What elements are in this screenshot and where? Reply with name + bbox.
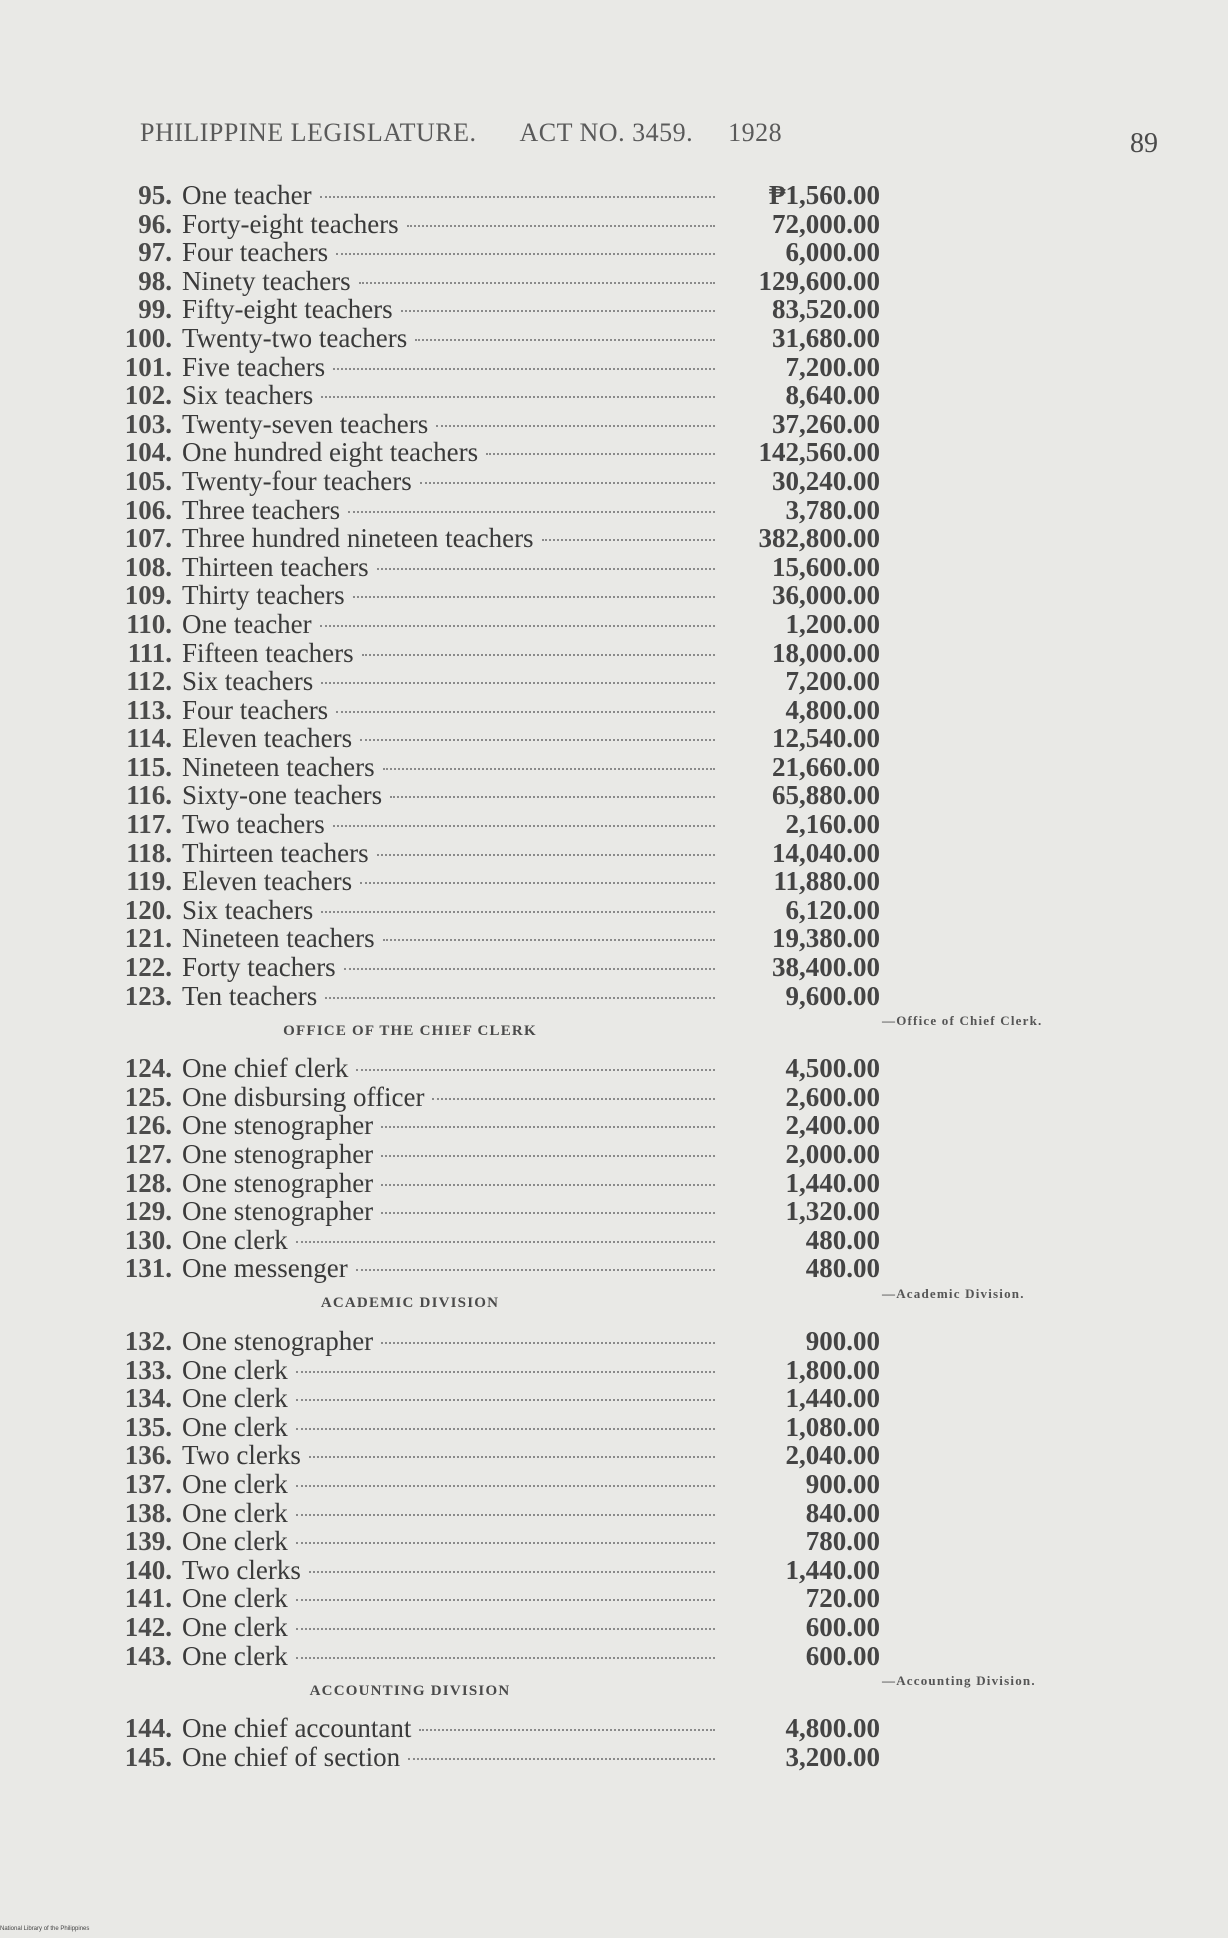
- item-amount: 480.00: [805, 1224, 880, 1255]
- item-number: 124.: [124, 1053, 172, 1084]
- list-item: [100, 723, 880, 752]
- list-item: [100, 1225, 880, 1254]
- item-description: Forty-eight teachers: [182, 208, 399, 239]
- item-number: 136.: [124, 1440, 172, 1471]
- item-number: 132.: [124, 1325, 172, 1356]
- item-description: Thirteen teachers: [182, 551, 369, 582]
- item-number: 130.: [124, 1224, 172, 1255]
- dot-leader: [296, 1485, 715, 1487]
- item-amount: 8,640.00: [785, 380, 880, 411]
- accounting-division-section-heading: [100, 1669, 1036, 1713]
- dot-leader: [309, 1456, 715, 1458]
- item-number: 126.: [124, 1110, 172, 1141]
- item-number: 113.: [126, 694, 172, 725]
- item-number: 116.: [126, 780, 172, 811]
- item-description: Two teachers: [182, 809, 325, 840]
- item-description: Twenty-four teachers: [182, 465, 412, 496]
- item-amount: 83,520.00: [772, 294, 880, 325]
- running-header: [140, 118, 1100, 148]
- list-item: [100, 523, 880, 552]
- item-description: One teacher: [182, 180, 312, 210]
- dot-leader: [336, 711, 715, 713]
- item-description: Three hundred nineteen teachers: [182, 523, 534, 554]
- item-number: 121.: [124, 923, 172, 954]
- item-amount: 1,200.00: [785, 608, 880, 639]
- item-amount: 3,200.00: [785, 1741, 880, 1772]
- item-number: 144.: [124, 1713, 172, 1744]
- item-description: One clerk: [182, 1497, 288, 1528]
- list-item: [100, 552, 880, 581]
- item-amount: 2,000.00: [785, 1139, 880, 1169]
- item-description: Two clerks: [182, 1554, 301, 1585]
- item-amount: 1,440.00: [785, 1167, 880, 1198]
- dot-leader: [383, 768, 715, 770]
- appropriation-list: [100, 180, 1043, 1772]
- item-number: 99.: [138, 294, 172, 325]
- list-item: [100, 1555, 880, 1584]
- dot-leader: [320, 196, 715, 198]
- item-description: Ten teachers: [182, 980, 318, 1011]
- item-description: Four teachers: [182, 694, 329, 725]
- dot-leader: [390, 796, 715, 798]
- item-description: Thirty teachers: [182, 580, 345, 611]
- list-item: [100, 1168, 880, 1197]
- dot-leader: [542, 539, 715, 541]
- item-description: One chief of section: [182, 1741, 401, 1772]
- item-description: One clerk: [182, 1526, 288, 1557]
- item-amount: 1,440.00: [785, 1554, 880, 1585]
- dot-leader: [336, 253, 715, 255]
- dot-leader: [383, 939, 715, 941]
- header-act-number: ACT NO. 3459.: [519, 118, 694, 147]
- list-item: [100, 352, 880, 381]
- list-item: [100, 809, 880, 838]
- list-item: [100, 1383, 880, 1412]
- item-number: 119.: [126, 866, 172, 897]
- item-amount: 900.00: [805, 1325, 880, 1356]
- list-item: [100, 1412, 880, 1441]
- academic-division-section-margin-note: —Academic Division.: [882, 1285, 1025, 1301]
- item-description: Nineteen teachers: [182, 923, 375, 954]
- item-description: Fifty-eight teachers: [182, 294, 393, 325]
- list-item: [100, 638, 880, 667]
- item-description: One clerk: [182, 1640, 288, 1671]
- item-amount: 14,040.00: [772, 837, 880, 868]
- item-number: 104.: [124, 437, 172, 468]
- list-item: [100, 1583, 880, 1612]
- item-description: Fifteen teachers: [182, 637, 354, 668]
- item-number: 117.: [126, 809, 172, 840]
- item-amount: 1,080.00: [785, 1411, 880, 1442]
- item-description: Twenty-seven teachers: [182, 408, 429, 439]
- item-description: Sixty-one teachers: [182, 780, 383, 811]
- item-number: 105.: [124, 465, 172, 496]
- dot-leader: [296, 1628, 715, 1630]
- dot-leader: [377, 854, 715, 856]
- dot-leader: [486, 453, 715, 455]
- item-number: 131.: [124, 1253, 172, 1284]
- item-amount: 2,400.00: [785, 1110, 880, 1141]
- dot-leader: [296, 1657, 715, 1659]
- item-description: Six teachers: [182, 666, 314, 697]
- list-item: [100, 1612, 880, 1641]
- item-description: One chief clerk: [182, 1053, 349, 1084]
- list-item: [100, 1326, 880, 1355]
- item-description: One clerk: [182, 1583, 288, 1614]
- item-amount: 38,400.00: [772, 952, 880, 983]
- item-number: 134.: [124, 1383, 172, 1414]
- item-description: Eleven teachers: [182, 866, 353, 897]
- accounting-division-section-title: ACCOUNTING DIVISION: [309, 1682, 511, 1699]
- dot-leader: [296, 1241, 715, 1243]
- item-description: Three teachers: [182, 494, 341, 525]
- item-number: 120.: [124, 894, 172, 925]
- item-amount: 30,240.00: [772, 465, 880, 496]
- dot-leader: [325, 997, 715, 999]
- list-item: [100, 180, 880, 209]
- item-number: 109.: [124, 580, 172, 611]
- item-amount: 4,800.00: [785, 1713, 880, 1744]
- item-number: 112.: [126, 666, 172, 697]
- item-description: One teacher: [182, 608, 312, 639]
- item-description: Four teachers: [182, 237, 329, 268]
- dot-leader: [321, 396, 715, 398]
- dot-leader: [348, 511, 715, 513]
- dot-leader: [407, 225, 715, 227]
- item-description: One clerk: [182, 1611, 288, 1642]
- item-description: Two clerks: [182, 1440, 301, 1471]
- list-item: [100, 952, 880, 981]
- item-number: 108.: [124, 551, 172, 582]
- item-amount: 382,800.00: [758, 523, 880, 554]
- item-amount: 1,440.00: [785, 1383, 880, 1414]
- accounting-division-section-margin-note: —Accounting Division.: [882, 1673, 1036, 1689]
- dot-leader: [309, 1571, 715, 1573]
- item-description: One clerk: [182, 1224, 288, 1255]
- dot-leader: [296, 1428, 715, 1430]
- item-number: 138.: [124, 1497, 172, 1528]
- dot-leader: [333, 825, 715, 827]
- dot-leader: [381, 1212, 715, 1214]
- list-item: [100, 1139, 880, 1168]
- item-number: 129.: [124, 1196, 172, 1227]
- item-amount: 6,000.00: [785, 237, 880, 268]
- dot-leader: [420, 482, 715, 484]
- list-item: [100, 1641, 880, 1670]
- item-amount: 7,200.00: [785, 666, 880, 697]
- dot-leader: [381, 1184, 715, 1186]
- item-amount: 142,560.00: [758, 437, 880, 468]
- item-amount: 21,660.00: [772, 751, 880, 782]
- item-number: 123.: [124, 980, 172, 1011]
- dot-leader: [362, 654, 715, 656]
- item-description: One chief accountant: [182, 1713, 412, 1744]
- item-number: 128.: [124, 1167, 172, 1198]
- item-amount: 4,500.00: [785, 1053, 880, 1084]
- item-amount: 36,000.00: [772, 580, 880, 611]
- item-number: 115.: [126, 751, 172, 782]
- item-number: 110.: [126, 608, 172, 639]
- item-number: 98.: [138, 265, 172, 296]
- item-description: Ninety teachers: [182, 265, 351, 296]
- item-number: 118.: [126, 837, 172, 868]
- item-number: 142.: [124, 1611, 172, 1642]
- item-description: One messenger: [182, 1253, 348, 1284]
- item-number: 111.: [127, 637, 172, 668]
- item-number: 95.: [138, 180, 172, 210]
- list-item: [100, 923, 880, 952]
- item-amount: 129,600.00: [758, 265, 880, 296]
- header-legislature: PHILIPPINE LEGISLATURE.: [140, 118, 477, 147]
- page-number: 89: [1130, 128, 1158, 159]
- dot-leader: [419, 1729, 715, 1731]
- item-amount: 2,600.00: [785, 1081, 880, 1112]
- chief-clerk-section-margin-note: —Office of Chief Clerk.: [882, 1013, 1043, 1029]
- dot-leader: [360, 882, 715, 884]
- item-number: 125.: [124, 1081, 172, 1112]
- list-item: [100, 294, 880, 323]
- item-amount: 4,800.00: [785, 694, 880, 725]
- item-amount: 2,160.00: [785, 809, 880, 840]
- list-item: [100, 695, 880, 724]
- list-item: [100, 1469, 880, 1498]
- list-item: [100, 866, 880, 895]
- list-item: [100, 1110, 880, 1139]
- list-item: [100, 838, 880, 867]
- item-description: Forty teachers: [182, 952, 336, 983]
- dot-leader: [296, 1514, 715, 1516]
- dot-leader: [408, 1758, 715, 1760]
- item-number: 114.: [126, 723, 172, 754]
- item-amount: 72,000.00: [772, 208, 880, 239]
- item-amount: 6,120.00: [785, 894, 880, 925]
- item-amount: 1,800.00: [785, 1354, 880, 1385]
- dot-leader: [353, 596, 715, 598]
- academic-division-section-heading: [100, 1282, 1025, 1326]
- item-amount: 19,380.00: [772, 923, 880, 954]
- list-item: [100, 1053, 880, 1082]
- list-item: [100, 209, 880, 238]
- list-item: [100, 1355, 880, 1384]
- list-item: [100, 437, 880, 466]
- dot-leader: [356, 1069, 715, 1071]
- dot-leader: [359, 282, 715, 284]
- item-description: Six teachers: [182, 894, 314, 925]
- item-number: 101.: [124, 351, 172, 382]
- item-number: 127.: [124, 1139, 172, 1169]
- item-number: 96.: [138, 208, 172, 239]
- item-amount: 720.00: [805, 1583, 880, 1614]
- chief-clerk-section-title: OFFICE OF THE CHIEF CLERK: [283, 1022, 537, 1039]
- list-item: [100, 580, 880, 609]
- list-item: [100, 1082, 880, 1111]
- list-item: [100, 1742, 880, 1771]
- item-amount: 600.00: [805, 1611, 880, 1642]
- item-number: 106.: [124, 494, 172, 525]
- dot-leader: [320, 625, 715, 627]
- item-amount: 65,880.00: [772, 780, 880, 811]
- item-number: 107.: [124, 523, 172, 554]
- item-description: One stenographer: [182, 1110, 374, 1141]
- list-item: [100, 609, 880, 638]
- list-item: [100, 1196, 880, 1225]
- item-amount: 12,540.00: [772, 723, 880, 754]
- dot-leader: [381, 1342, 715, 1344]
- dot-leader: [333, 368, 715, 370]
- academic-division-section-title: ACADEMIC DIVISION: [320, 1295, 500, 1312]
- item-amount: 3,780.00: [785, 494, 880, 525]
- list-item: [100, 780, 880, 809]
- item-description: Thirteen teachers: [182, 837, 369, 868]
- dot-leader: [356, 1269, 715, 1271]
- item-number: 143.: [124, 1640, 172, 1671]
- item-description: One clerk: [182, 1468, 288, 1499]
- dot-leader: [432, 1098, 715, 1100]
- item-number: 145.: [124, 1741, 172, 1772]
- item-description: Eleven teachers: [182, 723, 353, 754]
- item-description: Twenty-two teachers: [182, 322, 408, 353]
- dot-leader: [321, 682, 715, 684]
- header-year: 1928: [728, 118, 783, 147]
- item-description: Five teachers: [182, 351, 326, 382]
- item-description: One stenographer: [182, 1196, 374, 1227]
- dot-leader: [377, 568, 715, 570]
- item-amount: 1,320.00: [785, 1196, 880, 1227]
- list-item: [100, 237, 880, 266]
- dot-leader: [296, 1399, 715, 1401]
- dot-leader: [344, 968, 715, 970]
- footer-credit: National Library of the Philippines: [0, 1926, 90, 1932]
- item-number: 141.: [124, 1583, 172, 1614]
- list-item: [100, 1498, 880, 1527]
- list-item: [100, 266, 880, 295]
- list-item: [100, 895, 880, 924]
- dot-leader: [296, 1542, 715, 1544]
- item-amount: 37,260.00: [772, 408, 880, 439]
- item-number: 140.: [124, 1554, 172, 1585]
- item-number: 100.: [124, 322, 172, 353]
- dot-leader: [415, 339, 715, 341]
- item-number: 137.: [124, 1468, 172, 1499]
- item-amount: 15,600.00: [772, 551, 880, 582]
- item-amount: 18,000.00: [772, 637, 880, 668]
- dot-leader: [360, 739, 715, 741]
- list-item: [100, 495, 880, 524]
- item-amount: 780.00: [805, 1526, 880, 1557]
- item-number: 103.: [124, 408, 172, 439]
- item-description: One clerk: [182, 1383, 288, 1414]
- chief-clerk-section-heading: [100, 1009, 1043, 1053]
- item-description: One disbursing officer: [182, 1081, 425, 1112]
- list-item: [100, 981, 880, 1010]
- dot-leader: [321, 911, 715, 913]
- item-description: One clerk: [182, 1354, 288, 1385]
- item-description: One hundred eight teachers: [182, 437, 479, 468]
- item-number: 139.: [124, 1526, 172, 1557]
- item-amount: 480.00: [805, 1253, 880, 1284]
- item-amount: 9,600.00: [785, 980, 880, 1011]
- item-amount: 2,040.00: [785, 1440, 880, 1471]
- list-item: [100, 752, 880, 781]
- item-description: Nineteen teachers: [182, 751, 375, 782]
- item-description: One stenographer: [182, 1167, 374, 1198]
- list-item: [100, 1526, 880, 1555]
- dot-leader: [381, 1126, 715, 1128]
- list-item: [100, 380, 880, 409]
- dot-leader: [296, 1371, 715, 1373]
- dot-leader: [401, 310, 715, 312]
- item-description: Six teachers: [182, 380, 314, 411]
- list-item: [100, 666, 880, 695]
- item-amount: 11,880.00: [773, 866, 880, 897]
- item-description: One stenographer: [182, 1139, 374, 1169]
- item-amount: 900.00: [805, 1468, 880, 1499]
- dot-leader: [381, 1155, 715, 1157]
- item-number: 102.: [124, 380, 172, 411]
- item-number: 133.: [124, 1354, 172, 1385]
- item-amount: 600.00: [805, 1640, 880, 1671]
- dot-leader: [296, 1599, 715, 1601]
- item-number: 97.: [138, 237, 172, 268]
- item-amount: 31,680.00: [772, 322, 880, 353]
- item-description: One clerk: [182, 1411, 288, 1442]
- list-item: [100, 1440, 880, 1469]
- item-number: 122.: [124, 952, 172, 983]
- list-item: [100, 1253, 880, 1282]
- list-item: [100, 466, 880, 495]
- list-item: [100, 323, 880, 352]
- item-number: 135.: [124, 1411, 172, 1442]
- list-item: [100, 1713, 880, 1742]
- item-amount: 840.00: [805, 1497, 880, 1528]
- dot-leader: [436, 425, 715, 427]
- item-description: One stenographer: [182, 1325, 374, 1356]
- item-amount: ₱1,560.00: [769, 180, 880, 210]
- list-item: [100, 409, 880, 438]
- item-amount: 7,200.00: [785, 351, 880, 382]
